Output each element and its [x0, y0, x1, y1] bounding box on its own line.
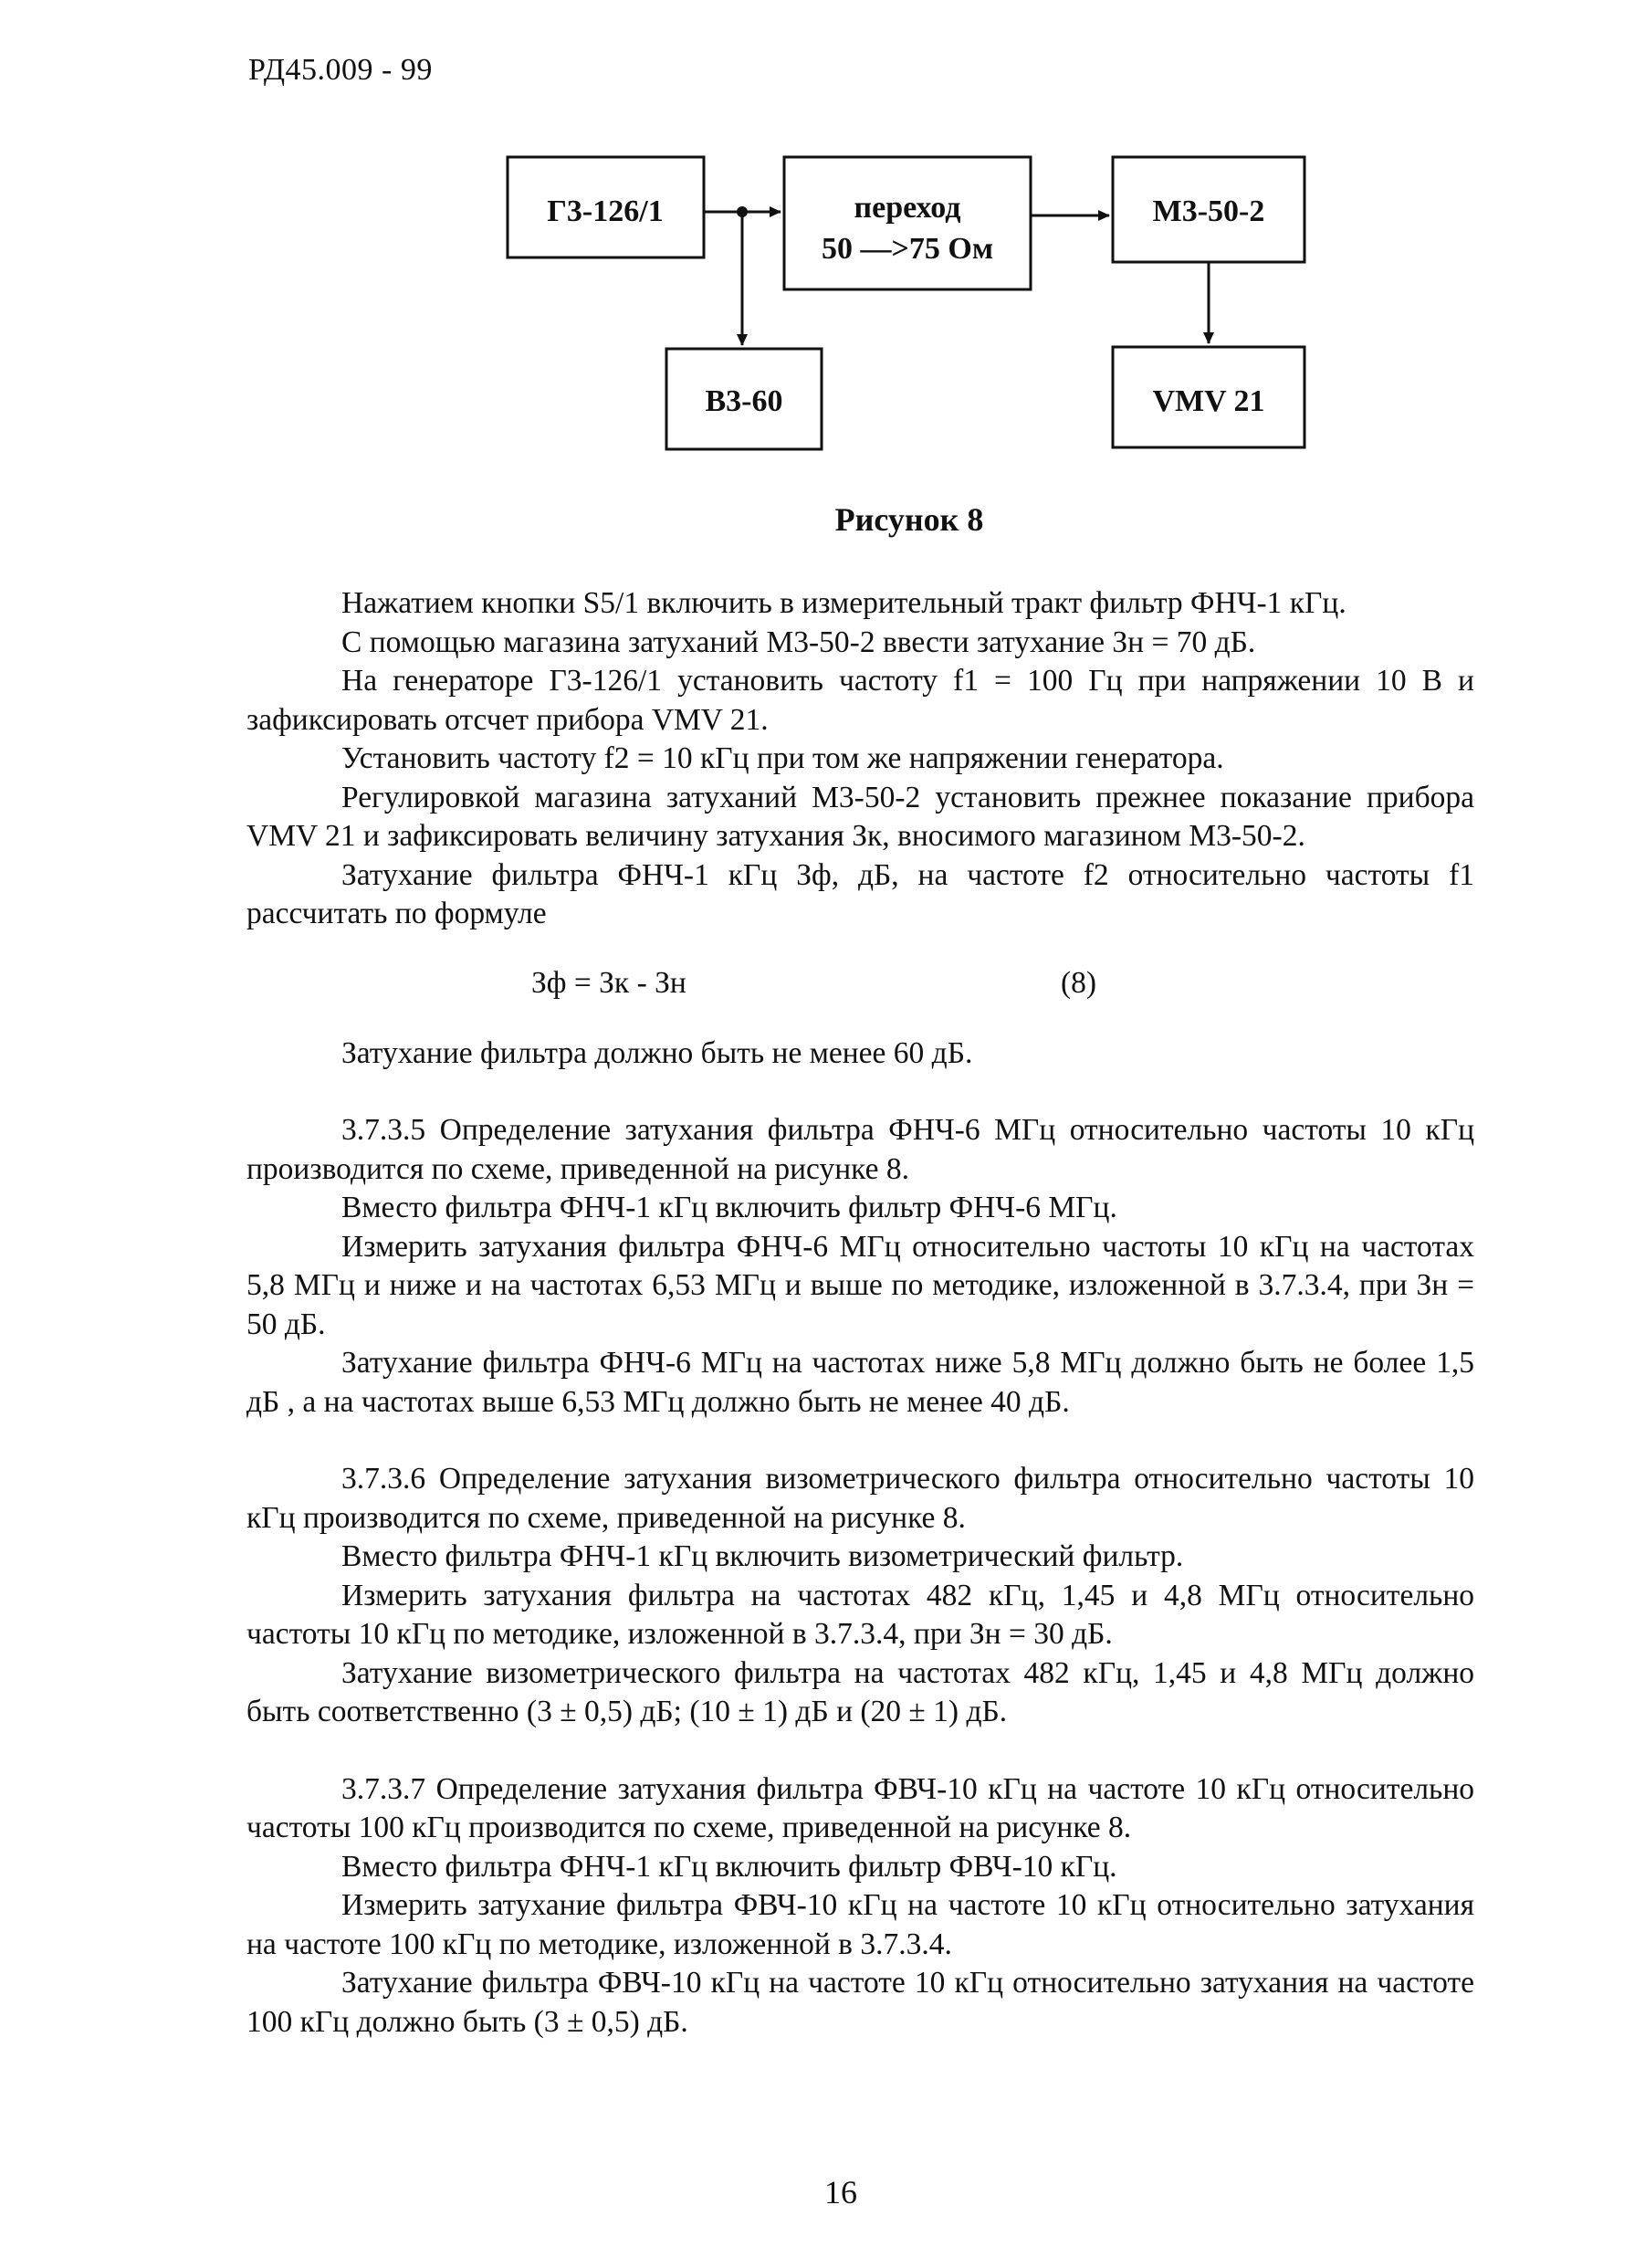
- paragraph: Вместо фильтра ФНЧ-1 кГц включить фильтр ФНЧ-6 МГц.: [341, 1191, 1117, 1224]
- junction-dot: [737, 206, 748, 217]
- paragraph: С помощью магазина затуханий М3-50-2 ввести затухание Зн = 70 дБ.: [341, 625, 1256, 659]
- attenuator-label: М3-50-2: [1152, 194, 1265, 228]
- paragraph: Затухание фильтра должно быть не менее 60 дБ.: [341, 1035, 973, 1070]
- document-body: [246, 584, 1474, 2042]
- paragraph: Измерить затухания фильтра на частотах 482 кГц, 1,45 и 4,8 МГц относительно частоты 10 кГц по методике, изложенной в 3.7.3.4, при Зн = 30 дБ.: [246, 1578, 1474, 1651]
- figure-caption: Рисунок 8: [834, 501, 984, 538]
- paragraph: Затухание визометрического фильтра на частотах 482 кГц, 1,45 и 4,8 МГц должно быть соответственно (3 ± 0,5) дБ; (10 ± 1) дБ и (20 ± 1) дБ.: [246, 1655, 1474, 1728]
- formula-8: [246, 954, 1474, 1014]
- paragraph: Измерить затухание фильтра ФВЧ-10 кГц на частоте 10 кГц относительно затухания на частоте 100 кГц по методике, изложенной в 3.7.3.4.: [246, 1888, 1474, 1961]
- adapter-label-line1: переход: [854, 191, 961, 225]
- adapter-label-line2: 50 —>75 Ом: [822, 232, 993, 266]
- paragraph: Регулировкой магазина затуханий М3-50-2 установить прежнее показание прибора VMV 21 и зафиксировать величину затухания Зк, вносимого магазином М3-50-2.: [246, 780, 1474, 853]
- paragraph: Измерить затухания фильтра ФНЧ-6 МГц относительно частоты 10 кГц на частотах 5,8 МГц и ниже и на частотах 6,53 МГц и выше по методике, изложенной в 3.7.3.4, при Зн = 50 дБ.: [246, 1229, 1474, 1341]
- formula-expression: Зф = Зк - Зн: [531, 966, 686, 1001]
- section-3-7-3-7: 3.7.3.7 Определение затухания фильтра ФВЧ-10 кГц на частоте 10 кГц относительно частоты 100 кГц производится по схеме, приведенной на рисунке 8.: [246, 1771, 1474, 1844]
- section-3-7-3-6: 3.7.3.6 Определение затухания визометрического фильтра относительно частоты 10 кГц производится по схеме, приведенной на рисунке 8.: [246, 1462, 1474, 1535]
- paragraph: Нажатием кнопки S5/1 включить в измерительный тракт фильтр ФНЧ-1 кГц.: [341, 586, 1346, 620]
- paragraph: Затухание фильтра ФНЧ-6 МГц на частотах ниже 5,8 МГц должно быть не более 1,5 дБ , а на частотах выше 6,53 МГц должно быть не менее 40 дБ.: [246, 1346, 1474, 1419]
- meter-label: VMV 21: [1152, 384, 1265, 418]
- block-diagram: [0, 0, 1645, 511]
- formula-number: (8): [1061, 966, 1097, 1001]
- page-number: 16: [824, 2174, 857, 2210]
- paragraph: На генераторе Г3-126/1 установить частоту f1 = 100 Гц при напряжении 10 В и зафиксировать отсчет прибора VMV 21.: [246, 664, 1474, 737]
- paragraph: Затухание фильтра ФНЧ-1 кГц Зф, дБ, на частоте f2 относительно частоты f1 рассчитать по формуле: [246, 857, 1474, 930]
- voltmeter-label: В3-60: [705, 384, 783, 418]
- paragraph: Установить частоту f2 = 10 кГц при том же напряжении генератора.: [341, 741, 1224, 775]
- paragraph: Вместо фильтра ФНЧ-1 кГц включить визометрический фильтр.: [341, 1539, 1184, 1573]
- paragraph: Вместо фильтра ФНЧ-1 кГц включить фильтр ФВЧ-10 кГц.: [341, 1849, 1117, 1884]
- paragraph: Затухание фильтра ФВЧ-10 кГц на частоте 10 кГц относительно затухания на частоте 100 кГц должно быть (3 ± 0,5) дБ.: [246, 1966, 1474, 2039]
- document-code: РД45.009 - 99: [248, 53, 433, 87]
- generator-label: Г3-126/1: [547, 194, 664, 228]
- section-3-7-3-5: 3.7.3.5 Определение затухания фильтра ФНЧ-6 МГц относительно частоты 10 кГц производится по схеме, приведенной на рисунке 8.: [246, 1113, 1474, 1186]
